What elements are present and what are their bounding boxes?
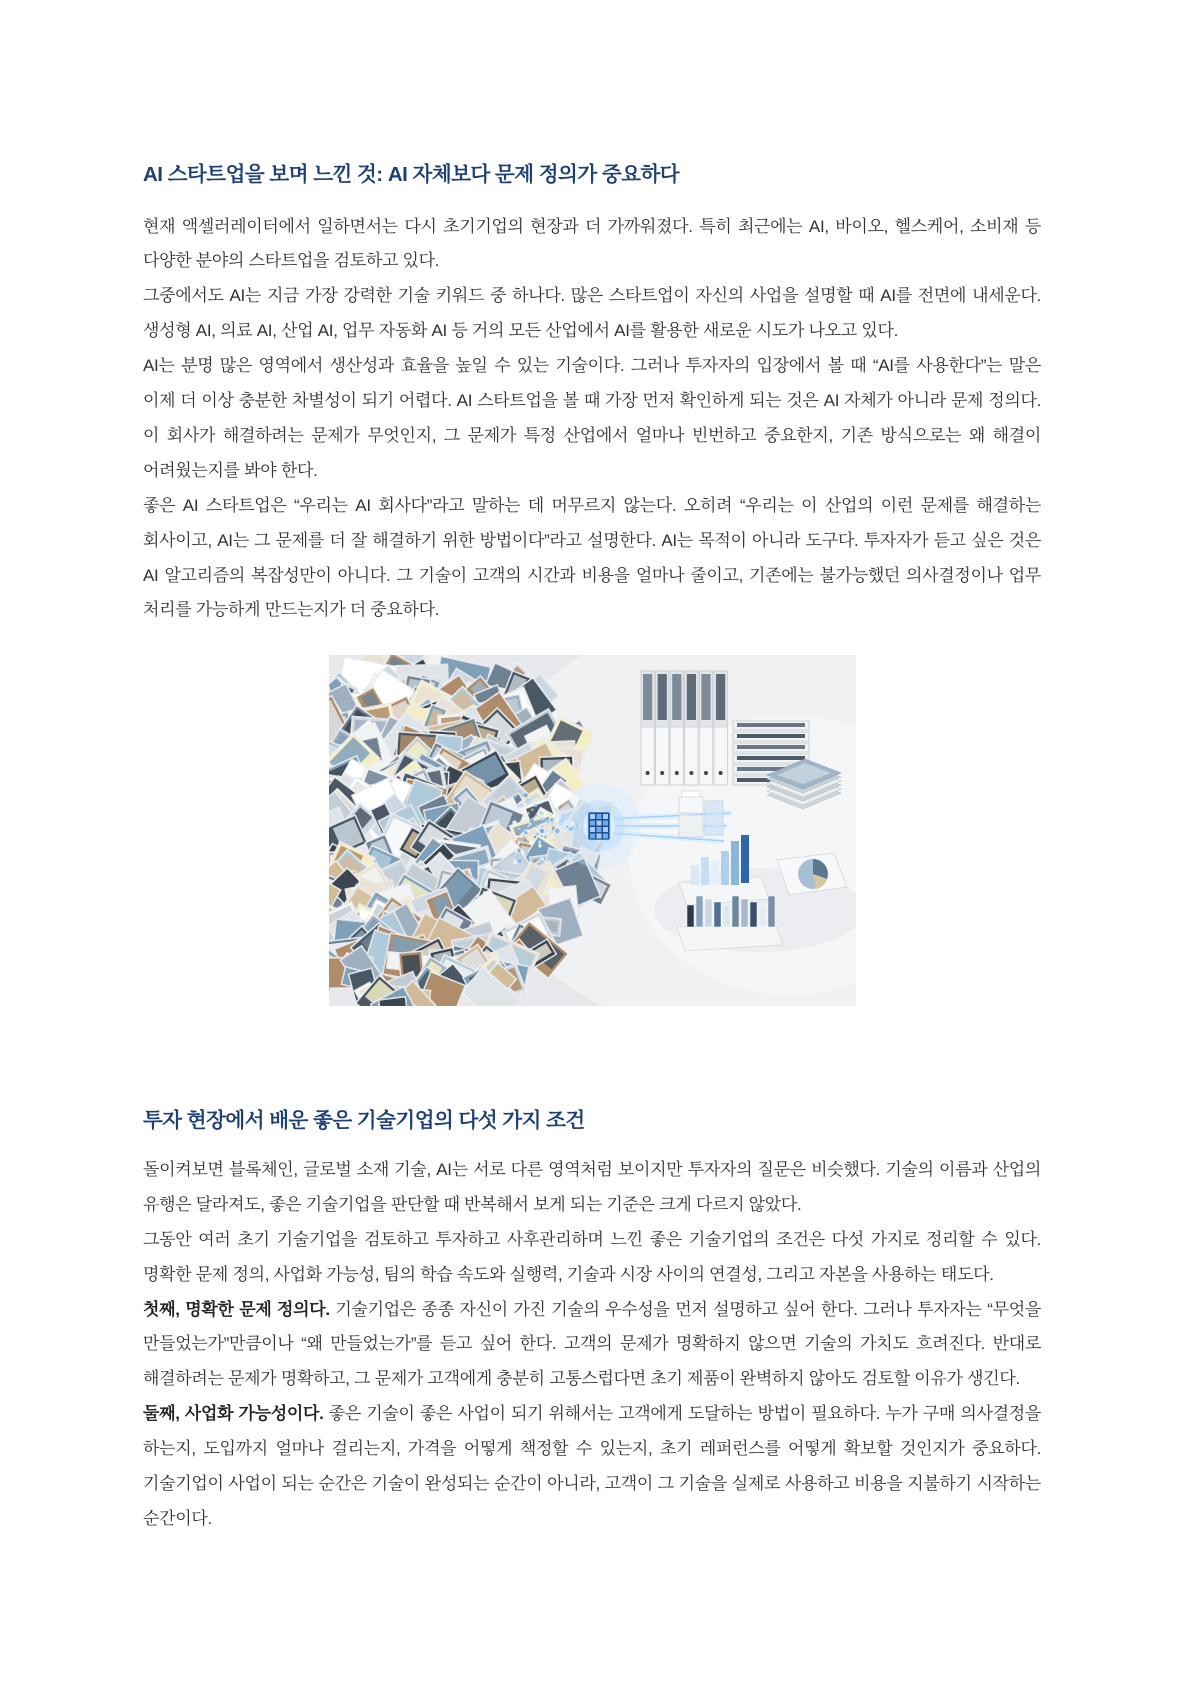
light-particle — [519, 790, 520, 791]
light-particle — [530, 809, 533, 812]
light-particle — [552, 834, 554, 836]
bar-block — [723, 905, 730, 927]
file-binder — [670, 671, 683, 785]
light-particle — [523, 839, 526, 842]
document-tray — [733, 721, 809, 730]
light-particle — [541, 826, 543, 828]
light-particle — [538, 845, 541, 848]
cube-cell — [590, 814, 595, 819]
light-particle — [513, 861, 517, 865]
article-figure — [329, 655, 856, 1006]
light-particle — [524, 852, 528, 856]
section-heading: 투자 현장에서 배운 좋은 기술기업의 다섯 가지 조건 — [143, 1109, 585, 1133]
cube-cell — [596, 827, 601, 832]
cube-cell — [603, 821, 608, 826]
paragraph: 그중에서도 AI는 지금 가장 강력한 기술 키워드 중 하나다. 많은 스타트업이 자신의 사업을 설명할 때 AI를 전면에 내세운다. 생성형 AI, 의료 AI, 산업 AI, 업무 자동화 AI 등 거의 모든 산업에서 AI를 활용한 새로운 시도가 나오고 있다. — [143, 286, 1041, 341]
condition-text: 좋은 기술이 좋은 사업이 되기 위해서는 고객에게 도달하는 방법이 필요하다. 누가 구매 의사결정을 하는지, 도입까지 얼마나 걸리는지, 가격을 어떻게 책정할 수 있는지, 초기 레퍼런스를 어떻게 확보할 것인지가 중요하다. 기술기업이 사업이 되는 순간은 기술이 완성되는 순간이 아니라, 고객이 그 기술을 실제로 사용하고 비용을 지불하기 시작하는 순간이다. — [143, 1404, 1041, 1528]
light-particle — [514, 855, 518, 859]
condition-lead: 둘째, 사업화 가능성이다. — [143, 1404, 324, 1424]
document-tray — [733, 743, 809, 752]
document-tray — [733, 732, 809, 741]
paragraph: 돌이켜보면 블록체인, 글로벌 소재 기술, AI는 서로 다른 영역처럼 보이지만 투자자의 질문은 비슷했다. 기술의 이름과 산업의 유행은 달라져도, 좋은 기술기업을 판단할 때 반복해서 보게 되는 기준은 크게 다르지 않았다. — [143, 1159, 1041, 1214]
light-particle — [517, 859, 521, 863]
light-particle — [544, 813, 545, 814]
light-particle — [512, 821, 517, 826]
light-particle — [544, 836, 547, 839]
light-particle — [549, 827, 552, 830]
light-particle — [542, 814, 546, 818]
light-particle — [535, 832, 537, 834]
cube-cell — [603, 827, 608, 832]
file-binder — [699, 671, 712, 785]
glowing-processor-cube — [557, 784, 641, 868]
cube-cell — [596, 814, 601, 819]
bar-block — [705, 899, 712, 927]
light-particle — [535, 826, 537, 828]
light-particle — [542, 840, 544, 842]
light-particle — [539, 812, 541, 814]
bar-block — [759, 905, 766, 927]
paragraph: 현재 액셀러레이터에서 일하면서는 다시 초기기업의 현장과 더 가까워졌다. 특히 최근에는 AI, 바이오, 헬스케어, 소비재 등 다양한 분야의 스타트업을 검토하고 있다. — [143, 216, 1041, 271]
condition-paragraph — [143, 1397, 1041, 1537]
light-particle — [514, 849, 518, 853]
light-particle — [521, 809, 524, 812]
cube-cell — [603, 834, 608, 839]
light-particle — [534, 804, 537, 807]
bar-block — [687, 905, 694, 927]
bar-block — [714, 902, 721, 927]
light-particle — [546, 815, 547, 816]
light-particle — [550, 819, 553, 822]
light-particle — [531, 843, 533, 845]
light-particle — [533, 836, 535, 838]
light-particle — [543, 819, 544, 820]
light-particle — [539, 829, 543, 833]
light-particle — [541, 820, 542, 821]
file-binder — [684, 671, 697, 785]
bar-block — [741, 899, 748, 927]
light-particle — [554, 817, 557, 820]
document-tray — [733, 754, 809, 763]
pie-chart-plate — [777, 853, 847, 895]
light-particle — [518, 809, 520, 811]
light-particle — [551, 821, 554, 824]
bar-block — [732, 896, 739, 927]
cube-cell — [590, 827, 595, 832]
light-particle — [551, 814, 553, 816]
condition-text: 기술기업은 종종 자신이 가진 기술의 우수성을 먼저 설명하고 싶어 한다. 그러나 투자자는 “무엇을 만들었는가”만큼이나 “왜 만들었는가”를 듣고 싶어 한다. 고객의 문제가 명확하지 않으면 기술의 가치도 흐려진다. 반대로 해결하려는 문제가 명확하고, 그 문제가 고객에게 충분히 고통스럽다면 초기 제품이 완벽하지 않아도 검토할 이유가 생긴다. — [143, 1299, 1041, 1389]
light-particle — [529, 819, 533, 823]
file-binder — [641, 671, 654, 785]
cube-cell — [590, 821, 595, 826]
bar-block — [750, 902, 757, 927]
light-particle — [515, 789, 517, 791]
light-particle — [526, 798, 529, 801]
condition-paragraph — [143, 1293, 1041, 1398]
light-particle — [516, 838, 517, 839]
paragraph: 좋은 AI 스타트업은 “우리는 AI 회사다”라고 말하는 데 머무르지 않는다. 오히려 “우리는 이 산업의 이런 문제를 해결하는 회사이고, AI는 그 문제를 더 잘 해결하기 위한 방법이다”라고 설명한다. AI는 목적이 아니라 도구다. 투자자가 듣고 싶은 것은 AI 알고리즘의 복잡성만이 아니다. 그 기술이 고객의 시간과 비용을 얼마나 줄이고, 기존에는 불가능했던 의사결정이나 업무 처리를 가능하게 만드는지가 더 중요하다. — [143, 495, 1041, 620]
article-column — [143, 160, 1041, 1537]
light-particle — [535, 829, 538, 832]
section-five-conditions — [143, 1106, 1041, 1536]
cube-cell — [590, 834, 595, 839]
section-heading: AI 스타트업을 보며 느낀 것: AI 자체보다 문제 정의가 중요하다 — [143, 162, 680, 186]
paragraph: AI는 분명 많은 영역에서 생산성과 효율을 높일 수 있는 기술이다. 그러나 투자자의 입장에서 볼 때 “AI를 사용한다”는 말은 이제 더 이상 충분한 차별성이 되기 어렵다. AI 스타트업을 볼 때 가장 먼저 확인하게 되는 것은 AI 자체가 아니라 문제 정의다. 이 회사가 해결하려는 문제가 무엇인지, 그 문제가 특정 산업에서 얼마나 빈번하고 중요한지, 기존 방식으로는 왜 해결이 어려웠는지를 봐야 한다. — [143, 356, 1041, 480]
light-particle — [550, 836, 553, 839]
light-particle — [518, 828, 519, 829]
condition-lead: 첫째, 명확한 문제 정의다. — [143, 1299, 330, 1319]
light-particle — [535, 833, 538, 836]
bar-block — [696, 896, 703, 927]
light-particle — [519, 835, 523, 839]
illustration-image — [329, 655, 856, 1006]
light-particle — [545, 820, 549, 824]
cube-cell — [596, 821, 601, 826]
light-particle — [517, 841, 519, 843]
light-particle — [528, 823, 532, 827]
light-particle — [527, 830, 530, 833]
section-ai-startups — [143, 160, 1041, 629]
bar-block — [768, 896, 775, 927]
light-particle — [526, 841, 528, 843]
light-particle — [529, 841, 531, 843]
light-particle — [547, 832, 549, 834]
light-particle — [541, 835, 543, 837]
light-particle — [538, 841, 541, 844]
light-particle — [524, 844, 525, 845]
file-binder — [714, 671, 727, 785]
paragraph: 그동안 여러 초기 기술기업을 검토하고 투자하고 사후관리하며 느낀 좋은 기술기업의 조건은 다섯 가지로 정리할 수 있다. 명확한 문제 정의, 사업화 가능성, 팀의 학습 속도와 실행력, 기술과 시장 사이의 연결성, 그리고 자본을 사용하는 태도다. — [143, 1229, 1041, 1284]
light-particle — [513, 796, 516, 799]
light-particle — [535, 814, 538, 817]
cube-cell — [603, 814, 608, 819]
light-particle — [552, 827, 555, 830]
light-particle — [512, 802, 514, 804]
light-particle — [527, 826, 529, 828]
cube-cell — [596, 834, 601, 839]
file-binder — [655, 671, 668, 785]
light-particle — [527, 813, 529, 815]
